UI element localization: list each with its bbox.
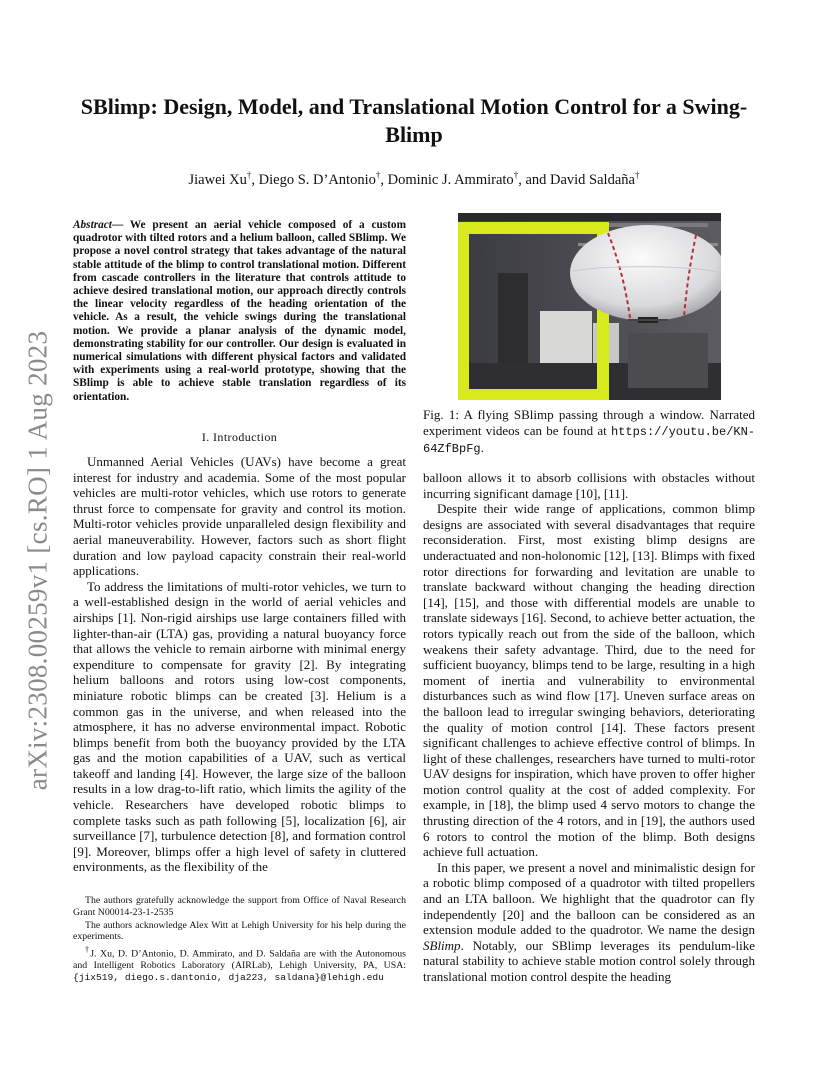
- arxiv-identifier: arXiv:2308.00259v1 [cs.RO] 1 Aug 2023: [22, 330, 53, 790]
- paragraph: Unmanned Aerial Vehicles (UAVs) have become a great interest for industry and academia. Some of the most popular vehicles are multi-rotor vehicles, which use rotors to generate thrust force to compensate for gravity and control its motion. Multi-rotor vehicles provide unparalleled design flexibility and aerial maneuverability. However, factors such as short flight duration and low payload capacity constrain their real-world applications.: [73, 454, 406, 579]
- author-name: David Saldaña: [550, 171, 635, 188]
- author-name: Dominic J. Ammirato: [387, 171, 514, 188]
- sblimp-photo-illustration: [458, 213, 721, 400]
- author-name: Diego S. D’Antonio: [258, 171, 376, 188]
- video-link[interactable]: https://youtu.be/KN-64ZfBpFg: [423, 425, 755, 456]
- paragraph: To address the limitations of multi-rotor vehicles, we turn to a well-established design in the world of aerial vehicles and airships [1]. Non-rigid airships use large containers filled with lighter-than-air (LTA) gas, providing a natural buoyancy force that allows the vehicle to remain airborne with minimal energy expenditure to compensate for gravity [2]. By integrating helium balloons and rotors using low-cost components, miniature robotic blimps can be created [3]. Helium is a common gas in the universe, and when released into the atmosphere, it has no adverse environmental impact. Robotic blimps benefit from both the buoyancy provided by the LTA gas and the motion capabilities of a UAV, such as vertical takeoff and landing [4]. However, the large size of the balloon results in a low drag-to-lift ratio, which limits the agility of the vehicle. Researchers have developed robotic blimps to complete tasks such as path following [5], localization [6], air surveillance [7], turbulence detection [8], and formation control [9]. Moreover, blimps offer a high level of safety in cluttered environments, as the flexibility of the: [73, 578, 406, 875]
- paper-title: SBlimp: Design, Model, and Translational Motion Control for a Swing-Blimp: [80, 94, 748, 147]
- affiliation-footnote: †J. Xu, D. D’Antonio, D. Ammirato, and D. Saldaña are with the Autonomous and Intelligent Robotics Laboratory (AIRLab), Lehigh University, PA, USA: {jix519, diego.s.dantonio, dja223, saldana}@lehigh.edu: [73, 945, 406, 984]
- introduction-body: [73, 454, 406, 875]
- author-mark: †: [246, 170, 252, 180]
- abstract-text: We present an aerial vehicle composed of a custom quadrotor with tilted rotors and a helium balloon, called SBlimp. We propose a novel control strategy that takes advantage of the natural stable attitude of the blimp to control translational motion. Different from cascade controllers in the literature that controls attitude to achieve desired translational motion, our approach directly controls the linear velocity regardless of the heading orientation of the vehicle. As a result, the vehicle swings during the translational motion. We provide a planar analysis of the dynamic model, demonstrating stability for our controller. Our design is evaluated in numerical simulations with different physical factors and validated with experiments using a real-world prototype, showing that the SBlimp is able to achieve stable translation regardless of its orientation.: [73, 219, 406, 403]
- footnote: The authors gratefully acknowledge the support from Office of Naval Research Grant N00014-23-1-2535: [73, 895, 406, 918]
- abstract: Abstract— We present an aerial vehicle composed of a custom quadrotor with tilted rotors and a helium balloon, called SBlimp. We propose a novel control strategy that takes advantage of the natural stable attitude of the blimp to control translational motion. Different from cascade controllers in the literature that controls attitude to achieve desired translational motion, our approach directly controls the linear velocity regardless of the heading orientation of the vehicle. As a result, the vehicle swings during the translational motion. We provide a planar analysis of the dynamic model, demonstrating stability for our controller. Our design is evaluated in numerical simulations with different physical factors and validated with experiments using a real-world prototype, showing that the SBlimp is able to achieve stable translation regardless of its orientation.: [73, 219, 406, 403]
- footnote: The authors acknowledge Alex Witt at Lehigh University for his help during the experiments.: [73, 919, 406, 943]
- paragraph: Despite their wide range of applications, common blimp designs are associated with several disadvantages that require reconsideration. First, most existing blimp designs are underactuated and non-holonomic [12], [13]. Blimps with fixed rotor directions for forwarding and levitation are unable to translate backward without changing the heading direction [14], [15], and those with differential models are unable to translate sideways [16]. Second, to achieve better actuation, the rotors typically reach out from the side of the balloon, which weakens their safety advantage. Third, due to the need for sufficient buoyancy, blimps tend to be large, resulting in a high moment of inertia and vulnerability to environmental disturbances such as wind flow [17]. Uneven surface areas on the balloon lead to irregular swinging behaviors, deteriorating the quality of motion control [14]. These factors present significant challenges to achieve effective control of blimps. In light of these challenges, researchers have turned to multi-rotor UAV designs for inspiration, which have proven to offer higher motion control quality at the cost of added complexity. For example, in [18], the blimp used 4 servo motors to change the thrusting direction of the 4 rotors, and in [19], the authors used 6 rotors to control the motion of the blimp. Both designs achieve full actuation.: [423, 501, 755, 860]
- figure-caption: Fig. 1: A flying SBlimp passing through a window. Narrated experiment videos can be found at https://youtu.be/KN-64ZfBpFg.: [423, 407, 755, 456]
- author-mark: †: [513, 170, 519, 180]
- paragraph: balloon allows it to absorb collisions with obstacles without incurring significant damage [10], [11].: [423, 470, 755, 501]
- footnotes: [73, 895, 406, 985]
- paragraph: In this paper, we present a novel and minimalistic design for a robotic blimp composed of a quadrotor with tilted propellers and an LTA balloon. We highlight that the quadrotor can fly independently [20] and the balloon can be considered as an extension module added to the quadrotor. We name the design SBlimp. Notably, our SBlimp leverages its pendulum-like natural stability to achieve stable motion control solely through translational motion control despite the heading: [423, 859, 755, 984]
- author-emails: {jix519, diego.s.dantonio, dja223, saldana}@lehigh.edu: [73, 972, 384, 984]
- right-column-body: [423, 470, 755, 985]
- abstract-label: Abstract: [73, 219, 112, 231]
- author-name: Jiawei Xu: [188, 171, 247, 188]
- arxiv-identifier-stamp: [18, 300, 58, 820]
- author-list: Jiawei Xu†, Diego S. D’Antonio†, Dominic J. Ammirato†, and David Saldaña†: [188, 170, 640, 188]
- section-heading: I. Introduction: [201, 430, 278, 444]
- author-mark: †: [634, 170, 640, 180]
- author-mark: †: [375, 170, 381, 180]
- figure-sblimp-photo: [458, 213, 721, 400]
